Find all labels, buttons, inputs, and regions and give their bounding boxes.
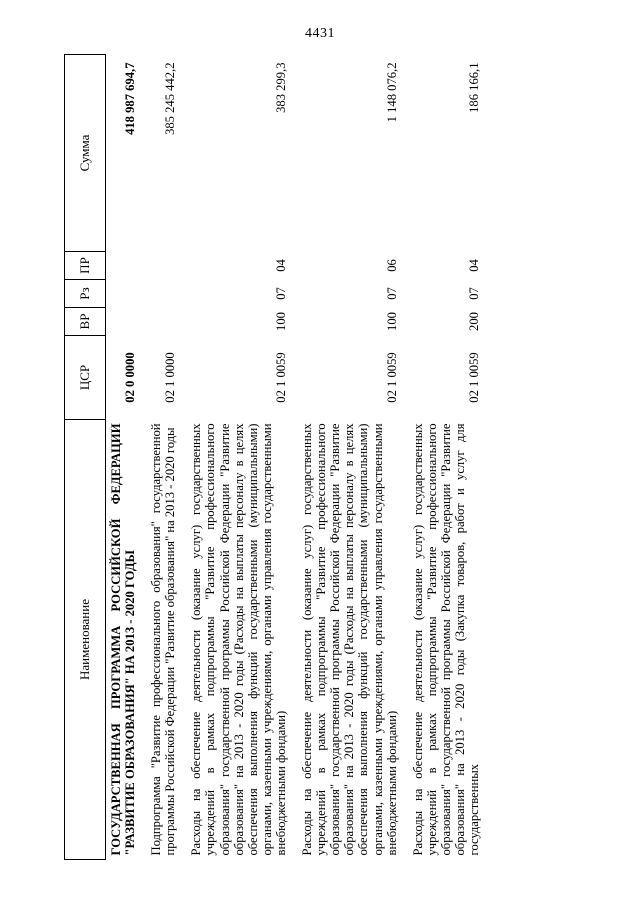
row-vr: 100 [384, 312, 399, 331]
row-vr [106, 308, 148, 336]
row-name: Расходы на обеспечение деятельности (оказание услуг) государственных учреждений в рамках подпрограммы "Развитие профессионального образования" государственной программы Российской Федерации "Развитие образования" на 2013 - 2020 годы (Расходы на выплаты персоналу в целях обеспечения выполнения функций государственными (муниципальными) органами, казенными учреждениями, органами управления государственными внебюджетными фондами) [300, 423, 399, 856]
table-row [298, 55, 409, 860]
row-sum: 1 148 076,2 [384, 62, 399, 123]
table-row [187, 55, 298, 860]
row-rz: 07 [273, 287, 288, 300]
row-csr: 02 1 0059 [384, 352, 399, 403]
header-name: Наименование [65, 420, 106, 860]
page-number: 4431 [305, 26, 335, 41]
row-vr: 200 [467, 312, 482, 331]
row-csr: 02 1 0059 [273, 352, 288, 403]
row-pr: 04 [467, 259, 482, 272]
row-sum: 383 299,3 [273, 62, 288, 113]
row-sum: 418 987 694,7 [123, 62, 138, 135]
budget-table-container [64, 55, 592, 860]
row-csr: 02 1 0059 [467, 352, 482, 403]
row-rz [147, 280, 187, 308]
row-sum: 186 166,1 [467, 62, 482, 113]
row-pr [106, 252, 148, 280]
header-csr: ЦСР [65, 336, 106, 420]
row-name: Расходы на обеспечение деятельности (оказание услуг) государственных учреждений в рамках подпрограммы "Развитие профессионального образования" государственной программы Российской Федерации "Развитие образования" на 2013 - 2020 годы (Расходы на выплаты персоналу в целях обеспечения выполнения функций государственными (муниципальными) органами, казенными учреждениями, органами управления государственными внебюджетными фондами) [189, 423, 288, 856]
row-vr: 100 [273, 312, 288, 331]
row-rz [106, 280, 148, 308]
header-vr: ВР [65, 308, 106, 336]
row-pr [147, 252, 187, 280]
budget-table [64, 54, 491, 860]
row-rz: 07 [384, 287, 399, 300]
row-name: ГОСУДАРСТВЕННАЯ ПРОГРАММА РОССИЙСКОЙ ФЕДЕРАЦИИ "РАЗВИТИЕ ОБРАЗОВАНИЯ" НА 2013 - 2020 ГОДЫ [109, 423, 138, 856]
row-sum: 385 245 442,2 [163, 62, 178, 135]
row-pr: 04 [273, 259, 288, 272]
row-name: Подпрограмма "Развитие профессионального образования" государственной программы Российской Федерации "Развитие образования" на 2013 - 2020 годы [149, 423, 178, 856]
row-vr [147, 308, 187, 336]
header-rz: Рз [65, 280, 106, 308]
row-name: Расходы на обеспечение деятельности (оказание услуг) государственных учреждений в рамках подпрограммы "Развитие профессионального образования" государственной программы Российской Федерации "Развитие образования" на 2013 - 2020 годы (Закупка товаров, работ и услуг для государственных [410, 423, 482, 856]
row-rz: 07 [467, 287, 482, 300]
header-pr: ПР [65, 252, 106, 280]
table-row [106, 55, 148, 860]
row-csr: 02 1 0000 [163, 352, 178, 403]
table-row [147, 55, 187, 860]
table-row [409, 55, 491, 860]
header-sum: Сумма [65, 55, 106, 252]
table-header-row [65, 55, 106, 860]
row-csr: 02 0 0000 [123, 352, 138, 403]
row-pr: 06 [384, 259, 399, 272]
